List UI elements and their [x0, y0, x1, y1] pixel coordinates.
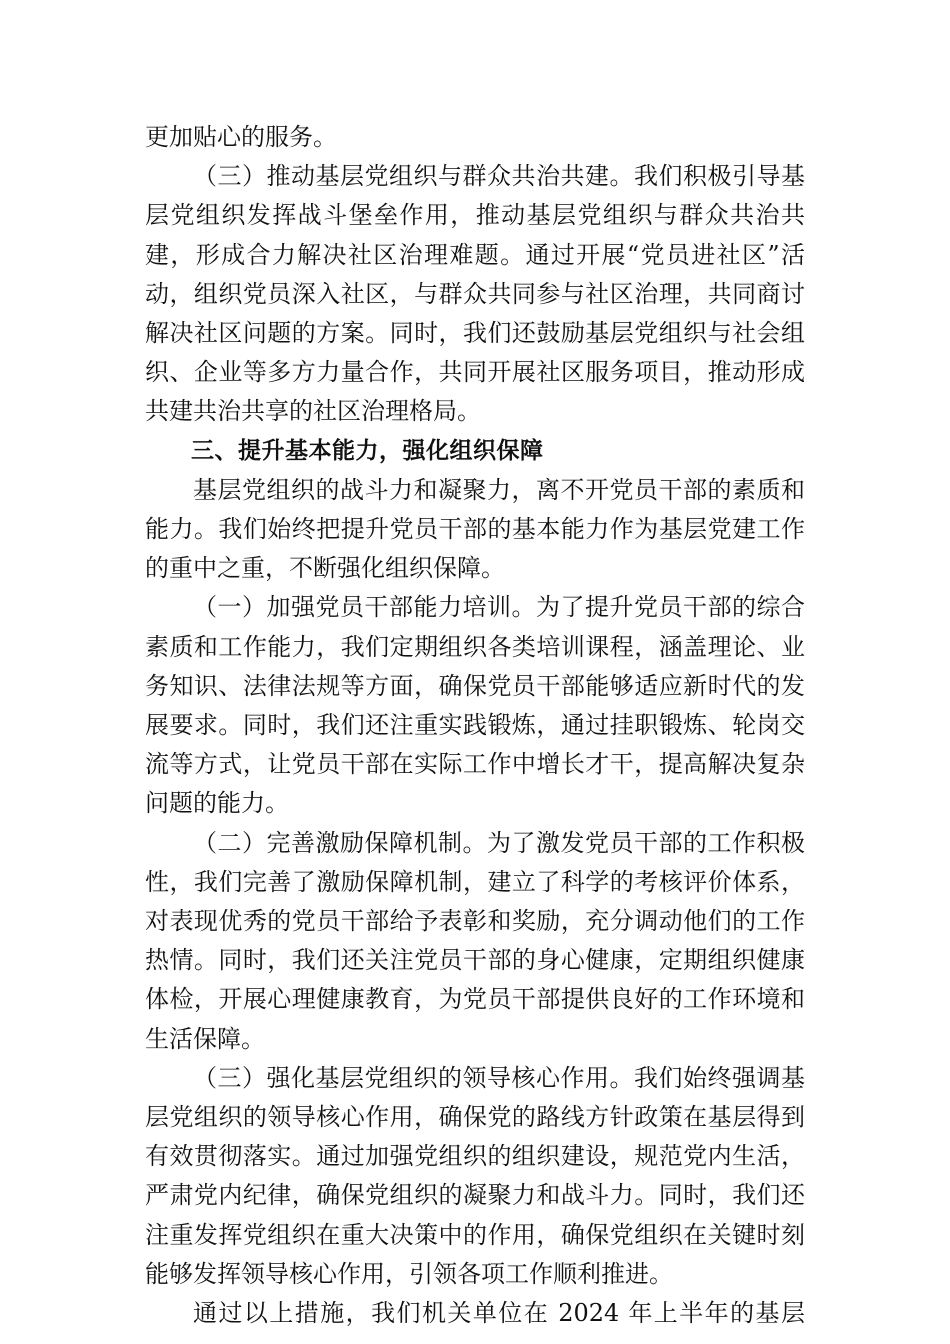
paragraph-section-3-item-1: （一）加强党员干部能力培训。为了提升党员干部的综合素质和工作能力，我们定期组织各类培训课程，涵盖理论、业务知识、法律法规等方面，确保党员干部能够适应新时代的发展要求。同时，我们还注重实践锻炼，通过挂职锻炼、轮岗交流等方式，让党员干部在实际工作中增长才干，提高解决复杂问题的能力。 [145, 593, 805, 818]
document-body [145, 118, 805, 1333]
paragraph-conclusion-start: 通过以上措施，我们机关单位在 2024 年上半年的基层 [193, 1299, 805, 1328]
paragraph-section-2-item-3: （三）推动基层党组织与群众共治共建。我们积极引导基层党组织发挥战斗堡垒作用，推动基层党组织与群众共治共建，形成合力解决社区治理难题。通过开展“党员进社区”活动，组织党员深入社区，与群众共同参与社区治理，共同商讨解决社区问题的方案。同时，我们还鼓励基层党组织与社会组织、企业等多方力量合作，共同开展社区服务项目，推动形成共建共治共享的社区治理格局。 [145, 162, 805, 426]
section-heading-3: 三、提升基本能力，强化组织保障 [191, 437, 544, 464]
paragraph-continuation: 更加贴心的服务。 [145, 123, 337, 151]
paragraph-section-3-intro: 基层党组织的战斗力和凝聚力，离不开党员干部的素质和能力。我们始终把提升党员干部的基本能力作为基层党建工作的重中之重，不断强化组织保障。 [145, 475, 805, 583]
paragraph-section-3-item-3: （三）强化基层党组织的领导核心作用。我们始终强调基层党组织的领导核心作用，确保党的路线方针政策在基层得到有效贯彻落实。通过加强党组织的组织建设，规范党内生活，严肃党内纪律，确保党组织的凝聚力和战斗力。同时，我们还注重发挥党组织在重大决策中的作用，确保党组织在关键时刻能够发挥领导核心作用，引领各项工作顺利推进。 [145, 1063, 805, 1288]
paragraph-section-3-item-2: （二）完善激励保障机制。为了激发党员干部的工作积极性，我们完善了激励保障机制，建立了科学的考核评价体系，对表现优秀的党员干部给予表彰和奖励，充分调动他们的工作热情。同时，我们还关注党员干部的身心健康，定期组织健康体检，开展心理健康教育，为党员干部提供良好的工作环境和生活保障。 [145, 828, 805, 1053]
